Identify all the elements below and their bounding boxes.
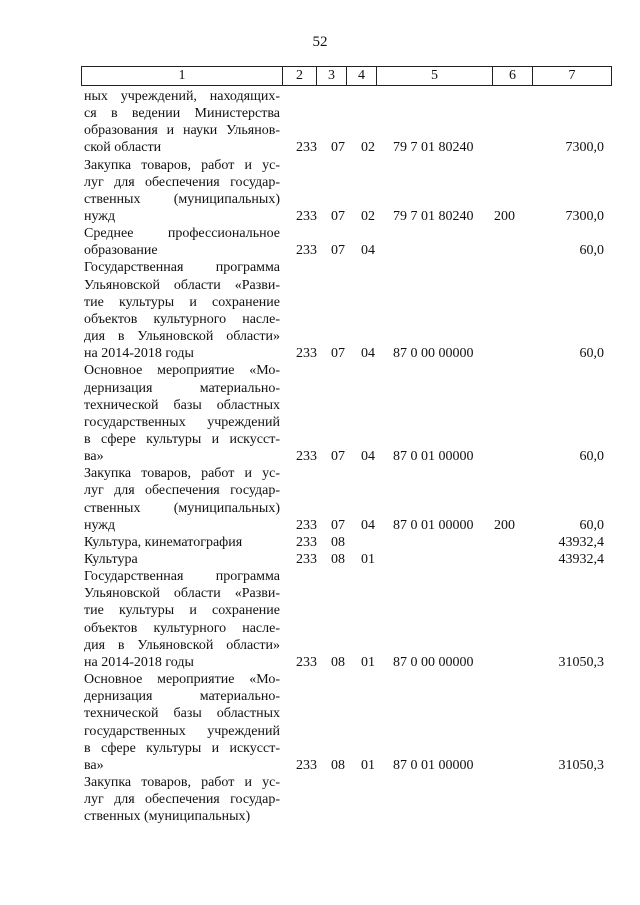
row-col-4: 01 (361, 654, 375, 670)
row-description (84, 534, 280, 551)
description-line: тие культуры и сохранение (84, 603, 280, 619)
description-line: Среднее профессиональное (84, 226, 280, 242)
table-row (0, 362, 640, 465)
row-col-7: 7300,0 (565, 140, 604, 156)
table-row (0, 88, 640, 157)
header-cell-5: 5 (376, 67, 492, 85)
row-col-4: 01 (361, 551, 375, 567)
row-col-5: 79 7 01 80240 (393, 140, 474, 156)
row-col-5: 87 0 00 00000 (393, 346, 474, 362)
row-col-4: 04 (361, 346, 375, 362)
row-col-4: 04 (361, 449, 375, 465)
row-col-4: 02 (361, 140, 375, 156)
row-col-2: 233 (296, 346, 317, 362)
description-line: Государственная программа (84, 569, 280, 585)
row-col-5: 87 0 01 00000 (393, 449, 474, 465)
row-col-5: 87 0 00 00000 (393, 654, 474, 670)
description-line: Закупка товаров, работ и ус- (84, 157, 280, 173)
description-line: объектов культурного насле- (84, 620, 280, 636)
row-col-2: 233 (296, 449, 317, 465)
description-line: дия в Ульяновской области» (84, 637, 280, 653)
description-line: Основное мероприятие «Мо- (84, 672, 280, 688)
table-row (0, 551, 640, 568)
row-description (84, 568, 280, 671)
row-description (84, 157, 280, 226)
header-cell-1: 1 (178, 68, 186, 83)
header-cell-7: 7 (532, 67, 611, 85)
row-col-7: 31050,3 (558, 757, 604, 773)
description-line: государственных учреждений (84, 414, 280, 430)
description-line: ственных (муниципальных) (84, 500, 280, 516)
page-number: 52 (312, 34, 328, 50)
row-col-7: 31050,3 (558, 654, 604, 670)
row-col-7: 7300,0 (565, 209, 604, 225)
description-line: технической базы областных (84, 397, 280, 413)
description-line: на 2014-2018 годы (84, 654, 194, 670)
description-line: технической базы областных (84, 706, 280, 722)
row-col-6: 200 (494, 209, 515, 225)
description-line: Закупка товаров, работ и ус- (84, 774, 280, 790)
description-line: Закупка товаров, работ и ус- (84, 466, 280, 482)
description-line: Культура (84, 552, 138, 567)
description-line: образование (84, 243, 158, 259)
row-description (84, 551, 280, 568)
description-line: Ульяновской области «Разви- (84, 277, 280, 293)
row-col-7: 60,0 (579, 243, 604, 259)
header-cell-4: 4 (346, 67, 376, 85)
description-line: тие культуры и сохранение (84, 294, 280, 310)
table-row (0, 465, 640, 534)
description-line: Основное мероприятие «Мо- (84, 363, 280, 379)
row-col-3: 07 (331, 209, 345, 225)
description-line: Культура, кинематография (84, 534, 243, 550)
description-line: ва» (84, 757, 104, 773)
row-col-4: 01 (361, 757, 375, 773)
table-row (0, 259, 640, 362)
table-row (0, 774, 640, 825)
row-col-2: 233 (296, 534, 317, 550)
row-col-2: 233 (296, 140, 317, 156)
row-description (84, 225, 280, 259)
table-header (81, 66, 612, 86)
table-body (0, 88, 640, 825)
row-description (84, 671, 280, 774)
description-line: дернизация материально- (84, 689, 280, 705)
row-col-4: 02 (361, 209, 375, 225)
description-line: ся в ведении Министерства (84, 106, 280, 122)
description-line: дия в Ульяновской области» (84, 329, 280, 345)
row-col-3: 07 (331, 346, 345, 362)
row-col-2: 233 (296, 243, 317, 259)
row-col-7: 43932,4 (558, 534, 604, 550)
row-col-7: 60,0 (579, 517, 604, 533)
description-line: объектов культурного насле- (84, 311, 280, 327)
row-col-2: 233 (296, 517, 317, 533)
description-line: Государственная программа (84, 260, 280, 276)
description-line: в сфере культуры и искусст- (84, 740, 280, 756)
row-description (84, 465, 280, 534)
row-col-7: 43932,4 (558, 551, 604, 567)
row-col-2: 233 (296, 209, 317, 225)
row-col-2: 233 (296, 551, 317, 567)
header-cell-6: 6 (492, 67, 532, 85)
description-line: ных учреждений, находящих- (84, 89, 280, 104)
row-col-3: 07 (331, 140, 345, 156)
row-col-2: 233 (296, 654, 317, 670)
row-description (84, 259, 280, 362)
table-row (0, 671, 640, 774)
row-col-5: 87 0 01 00000 (393, 757, 474, 773)
description-line: образования и науки Ульянов- (84, 123, 280, 139)
row-description (84, 774, 280, 825)
row-description (84, 362, 280, 465)
row-col-7: 60,0 (579, 346, 604, 362)
description-line: в сфере культуры и искусст- (84, 432, 280, 447)
row-col-3: 08 (331, 534, 345, 550)
row-col-3: 07 (331, 243, 345, 259)
row-col-5: 79 7 01 80240 (393, 209, 474, 225)
row-col-4: 04 (361, 243, 375, 259)
description-line: луг для обеспечения государ- (84, 174, 280, 190)
row-col-3: 08 (331, 757, 345, 773)
table-row (0, 225, 640, 259)
description-line: на 2014-2018 годы (84, 346, 194, 362)
row-col-4: 04 (361, 517, 375, 533)
table-row (0, 568, 640, 671)
description-line: нужд (84, 209, 116, 225)
description-line: луг для обеспечения государ- (84, 483, 280, 499)
header-cell-2: 2 (282, 67, 316, 85)
table-row (0, 157, 640, 226)
row-col-7: 60,0 (579, 449, 604, 465)
description-line: дернизация материально- (84, 380, 280, 396)
row-col-5: 87 0 01 00000 (393, 517, 474, 533)
description-line: Ульяновской области «Разви- (84, 586, 280, 602)
table-row (0, 534, 640, 551)
row-col-2: 233 (296, 757, 317, 773)
header-cell-3: 3 (316, 67, 346, 85)
description-line: государственных учреждений (84, 723, 280, 739)
row-col-3: 08 (331, 551, 345, 567)
description-line: луг для обеспечения государ- (84, 792, 280, 808)
description-line: ственных (муниципальных) (84, 809, 251, 825)
row-col-6: 200 (494, 517, 515, 533)
row-col-3: 08 (331, 654, 345, 670)
description-line: ственных (муниципальных) (84, 191, 280, 207)
row-col-3: 07 (331, 517, 345, 533)
row-description (84, 88, 280, 157)
description-line: нужд (84, 517, 116, 533)
description-line: ва» (84, 449, 104, 465)
description-line: ской области (84, 140, 162, 156)
row-col-3: 07 (331, 449, 345, 465)
